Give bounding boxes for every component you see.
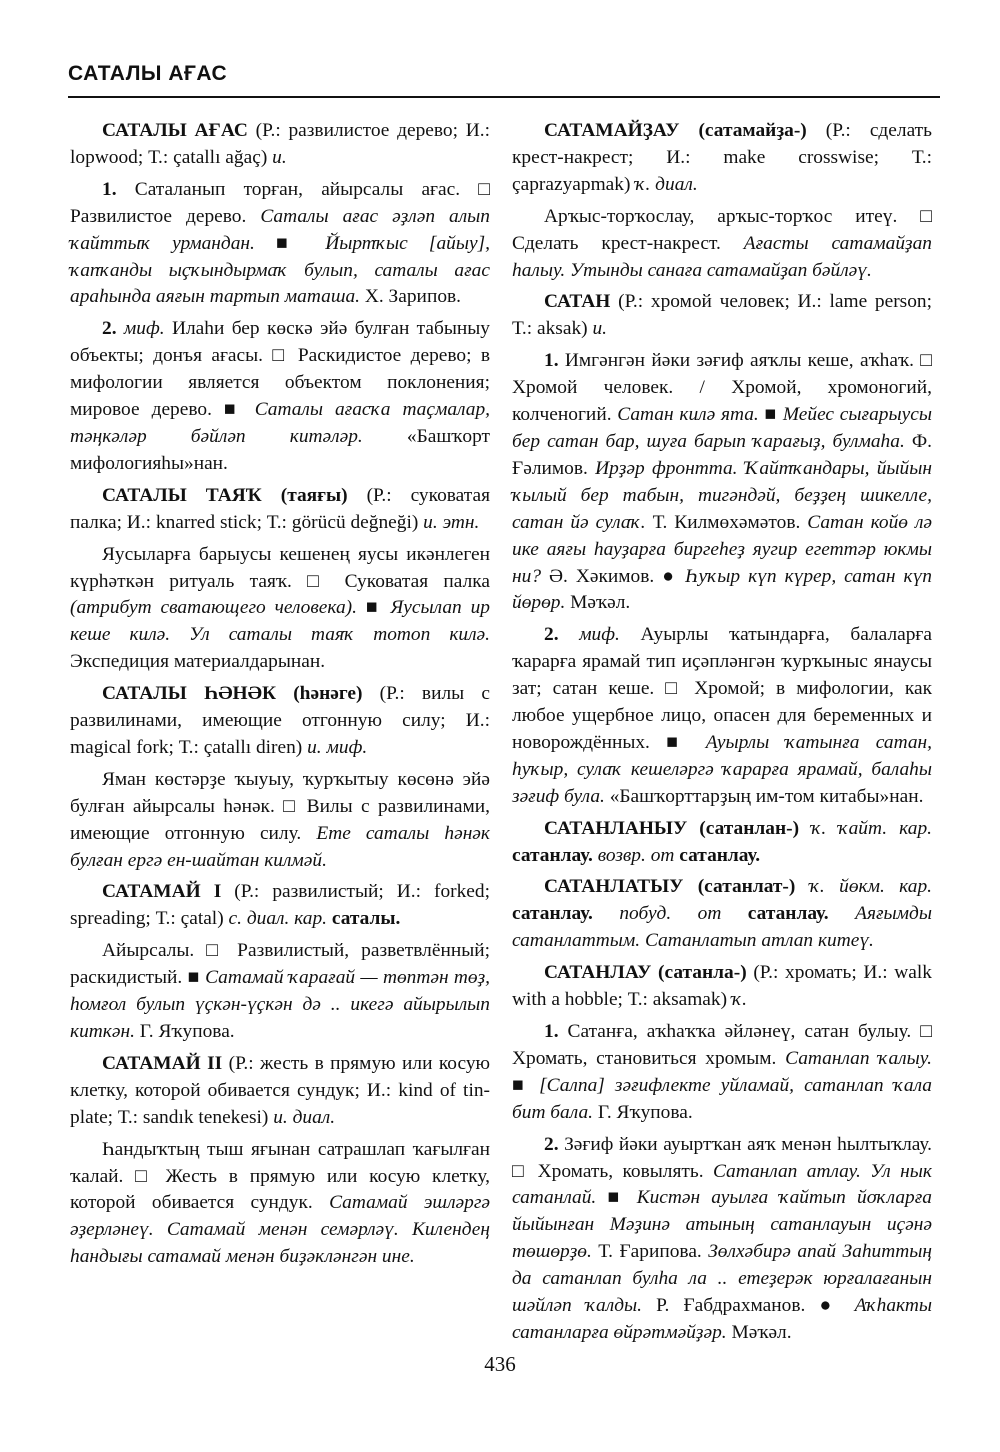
body-text: ■ bbox=[254, 232, 326, 254]
body-text bbox=[593, 903, 619, 924]
dictionary-paragraph bbox=[512, 204, 932, 285]
italic-text: Яусылап ир кеше килә. Ул саталы таяҡ тотоп килә. bbox=[70, 597, 490, 646]
body-text: Яман көстәрҙе ҡыуыу, ҡурҡытыу көсөнә эйә булған айырсалы һәнәк. □ Вилы с развилинами, имеющие отгонную силу. bbox=[70, 768, 490, 844]
body-text: Саталанып торған, айырсалы ағас. □ Развилистое дерево. bbox=[70, 178, 490, 227]
italic-text: Сатан килә ята. bbox=[617, 404, 759, 426]
italic-text: ҡ. ҡайт. кар. bbox=[811, 817, 932, 839]
italic-text: Сатамай ҡарағай — төптән төҙ, һомғол булып үҫкән-үҫкән дә .. икегә айырылып киткән. bbox=[70, 967, 490, 1042]
dictionary-paragraph bbox=[70, 681, 490, 762]
body-text bbox=[829, 903, 855, 924]
running-header-title: САТАЛЫ АҒАС bbox=[68, 62, 228, 85]
dictionary-paragraph bbox=[70, 1137, 490, 1272]
body-text: Имгәнгән йәки зәғиф аяҡлы кеше, аҡһаҡ. □ Хромой человек. / Хромой, хромоногий, колченогий. bbox=[512, 350, 932, 426]
body-text: Р. Ғабдрахманов. ● bbox=[642, 1295, 855, 1317]
headword-text: САТАЛЫ ТАЯҠ (таяғы) bbox=[102, 484, 348, 506]
italic-text: возвр. от bbox=[597, 844, 675, 866]
dictionary-paragraph bbox=[512, 1019, 932, 1127]
headword-text: сатанлау. bbox=[512, 903, 593, 925]
body-text: (Р.: развилистое дерево; И.: lopwood; Т.: çatallı ağaç) bbox=[70, 120, 490, 168]
italic-text: и. миф. bbox=[307, 736, 368, 758]
body-text: Илаһи бер көскә эйә булған табыныу объекты; донъя ағасы. □ Раскидистое дерево; в мифологии является объектом поклонения; мировое дерево. ■ bbox=[70, 318, 490, 421]
body-text bbox=[559, 624, 580, 645]
body-text: Экспедиция материалдарынан. bbox=[70, 651, 326, 673]
dictionary-paragraph bbox=[70, 542, 490, 677]
body-text: ■ bbox=[758, 404, 783, 426]
headword-text: САТАНЛАТЫУ (сатанлат-) bbox=[544, 876, 796, 898]
headword-text: САТАМАЙ II bbox=[102, 1052, 223, 1074]
body-text: Т. Ғарипова. bbox=[591, 1241, 709, 1263]
headword-text: САТАН bbox=[544, 291, 611, 313]
dictionary-paragraph bbox=[512, 622, 932, 810]
italic-text: ҡ. йөкм. кар. bbox=[809, 876, 932, 898]
body-text: Мәҡәл. bbox=[726, 1321, 792, 1343]
italic-text: [Салпа] зәғифлекте уйламай, сатанлап ҡала бит бала. bbox=[512, 1074, 933, 1123]
dictionary-paragraph bbox=[70, 118, 490, 172]
italic-text: Сатамай эшләргә әҙерләнеү. Сатамай менән семәрләү. Килендең һандығы сатамай менән биҙәкләнгән ине. bbox=[70, 1192, 490, 1268]
italic-text: Сатанлап атлау. Ул нык сатанлай. bbox=[512, 1160, 932, 1209]
dictionary-paragraph bbox=[70, 177, 490, 312]
dictionary-paragraph bbox=[512, 118, 932, 199]
italic-text: миф. bbox=[123, 318, 165, 340]
italic-text: Сатан койө лә ике аяғы һауҙарға биргеһеҙ яугир егеттәр юкмы ни? bbox=[512, 511, 933, 587]
body-text: Зәғиф йәки ауыртҡан аяҡ менән һылтыҡлау. □ Хромать, ковылять. bbox=[512, 1133, 932, 1182]
body-text bbox=[799, 818, 811, 839]
body-text bbox=[795, 876, 809, 897]
italic-text: Саталы ағас әҙләп алып ҡайттыҡ урмандан. bbox=[70, 205, 491, 254]
right-column bbox=[512, 118, 932, 1352]
page-number: 436 bbox=[484, 1352, 516, 1376]
body-text: Ә. Хәкимов. ● bbox=[541, 565, 686, 587]
dictionary-paragraph bbox=[70, 1051, 490, 1132]
italic-text: и. bbox=[272, 146, 287, 168]
italic-text: Аҡһакты сатанларға өйрәтмәйҙәр. bbox=[512, 1295, 932, 1343]
header-rule bbox=[68, 96, 940, 98]
body-text: (Р.: вилы с развилинами, имеющие отгонную силу; И.: magical fork; Т.: çatallı diren) bbox=[70, 683, 490, 758]
body-text: Х. Зарипов. bbox=[360, 286, 462, 308]
italic-text: и. bbox=[592, 318, 607, 340]
italic-text: Һуҡыр күп күрер, сатан күп йөрөр. bbox=[512, 565, 932, 614]
headword-text: 2. bbox=[544, 624, 559, 646]
dictionary-paragraph bbox=[512, 960, 932, 1014]
headword-text: 1. bbox=[544, 350, 559, 372]
dictionary-paragraph bbox=[512, 289, 932, 343]
italic-text: Мейес сығарыусы бер сатан бар, шуға барып ҡарағыҙ, булмаһа. bbox=[512, 404, 932, 452]
body-text: Айырсалы. □ Развилистый, разветвлённый; раскидистый. ■ bbox=[70, 940, 490, 989]
body-text bbox=[117, 318, 124, 339]
body-text: «Башҡорт мифологияһы»нан. bbox=[70, 425, 490, 474]
headword-text: 2. bbox=[102, 318, 117, 340]
dictionary-paragraph bbox=[512, 1132, 932, 1347]
dictionary-paragraph bbox=[512, 816, 932, 870]
body-text: ■ bbox=[357, 597, 391, 619]
body-text: (Р.: хромать; И.: walk with a hobble; Т.: aksamak) bbox=[512, 962, 932, 1011]
headword-text: САТАМАЙ I bbox=[102, 881, 222, 903]
headword-text: сатанлау. bbox=[512, 844, 593, 866]
body-text: Ф. Ғәлимов. bbox=[512, 430, 933, 479]
body-text: Арҡыс-торҡослау, арҡыс-торҡос итеү. □ Сделать крест-накрест. bbox=[512, 205, 932, 254]
headword-text: САТАНЛАНЫУ (сатанлан-) bbox=[544, 817, 800, 839]
dictionary-paragraph bbox=[70, 879, 490, 933]
headword-text: САТАЛЫ АҒАС bbox=[102, 120, 248, 141]
body-text bbox=[721, 903, 747, 924]
italic-text: Аяғымды сатанлаттым. Сатанлатып атлап китеү. bbox=[512, 903, 932, 952]
italic-text: Ағасты сатамайҙап һалыу. Утынды санаға сатамайҙап бәйләү. bbox=[512, 232, 932, 281]
italic-text: с. диал. кар. bbox=[228, 908, 327, 930]
headword-text: сатанлау. bbox=[679, 844, 761, 866]
italic-text: Ете саталы һәнәк булған ергә ен-шайтан килмәй. bbox=[70, 822, 490, 871]
body-text: (Р.: сделать крест-накрест; И.: make crosswise; Т.: çaprazyapmak) bbox=[512, 120, 932, 195]
headword-text: САТАЛЫ ҺӘНӘК (һәнәге) bbox=[102, 683, 363, 705]
italic-text: миф. bbox=[579, 624, 620, 646]
headword-text: САТАМАЙҘАУ (сатамайҙа-) bbox=[544, 120, 807, 141]
body-text: ■ bbox=[512, 1074, 540, 1096]
body-text: (Р.: жесть в прямую или косую клетку, которой обивается сундук; И.: kind of tin-plate; Т.: sandık tenekesi) bbox=[70, 1052, 491, 1128]
body-text: Г. Яҡупова. bbox=[592, 1101, 693, 1123]
headword-text: 1. bbox=[544, 1021, 559, 1042]
body-text: Т. Килмөхәмәтов. bbox=[645, 511, 808, 533]
dictionary-paragraph bbox=[512, 348, 932, 617]
dictionary-paragraph bbox=[70, 938, 490, 1046]
italic-text: ҡ. bbox=[731, 989, 747, 1011]
body-text: Г. Яҡупова. bbox=[134, 1021, 235, 1042]
body-text: Яусыларға барыусы кешенең яусы икәнлеген күрһәткән ритуаль таяҡ. □ Суковатая палка bbox=[70, 543, 490, 592]
body-text: «Башҡорттарҙың им-том китабы»нан. bbox=[604, 785, 924, 807]
headword-text: 2. bbox=[544, 1133, 559, 1155]
left-column bbox=[70, 118, 490, 1276]
headword-text: сатанлау. bbox=[747, 903, 829, 925]
headword-text: 1. bbox=[102, 178, 117, 200]
dictionary-paragraph bbox=[70, 483, 490, 537]
italic-text: Зөлхәбирә апай Заһиттың да сатанлап булһа ла .. етеҙерәк юрғалағанын шәйләп ҡалды. bbox=[512, 1241, 933, 1317]
italic-text: Ауырлы ҡатынға сатан, һуҡыр, сулаҡ кешеләргә ҡарарға ярамай, балаһы зәғиф була. bbox=[512, 731, 932, 807]
body-text: (Р.: развилистый; И.: forked; spreading; Т.: çatal) bbox=[70, 881, 490, 930]
dictionary-paragraph bbox=[70, 767, 490, 875]
body-text: Сатанға, аҡһаҡҡа әйләнеү, сатан булыу. □ Хромать, становиться хромым. bbox=[512, 1021, 932, 1069]
dictionary-paragraph bbox=[70, 316, 490, 477]
body-text: Ауырлы ҡатындарға, балаларға ҡарарға ярамай тип иҫәпләнгән ҡурҡыныс янаусы зат; сатан кеше. □ Хромой; в мифологии, как любое ущербное лицо, опасен для беременных и новорождённых. ■ bbox=[512, 624, 932, 753]
italic-text: и. этн. bbox=[423, 511, 480, 533]
headword-text: саталы. bbox=[331, 908, 401, 930]
body-text: (Р.: хромой человек; И.: lame person; Т.: aksak) bbox=[512, 291, 932, 340]
italic-text: побуд. от bbox=[619, 903, 722, 925]
dictionary-paragraph bbox=[512, 874, 932, 955]
body-text: (Р.: суковатая палка; И.: knarred stick; Т.: görücü değneği) bbox=[70, 484, 491, 533]
italic-text: и. диал. bbox=[273, 1106, 336, 1128]
italic-text: Ирҙәр фронтта. Ҡайтҡандары, йыйын ҡылый бер табын, тигәндәй, беҙҙең шикелле, сатан йә сулаҡ. bbox=[512, 457, 933, 533]
italic-text: ҡ. диал. bbox=[635, 173, 698, 195]
italic-text: Сатанлап ҡалыу. bbox=[785, 1047, 932, 1069]
italic-text: Йыртҡыс [айыу], ҡапҡанды ыҫҡындырмаҡ булып, саталы ағас араһында аяғын тартып маташа. bbox=[70, 232, 490, 308]
italic-text: Кистән ауылға ҡайтып йоҡларға йыйынған Мәҙинә атының сатанлауын иҫәнә төшөрҙө. bbox=[512, 1187, 932, 1263]
body-text: Һандыҡтың тыш яғынан сатрашлап ҡағылған ҡалай. □ Жесть в прямую или косую клетку, которой обивается сундук. bbox=[70, 1138, 490, 1214]
body-text: Мәҡәл. bbox=[565, 592, 631, 614]
headword-text: САТАНЛАУ (сатанла-) bbox=[544, 962, 747, 984]
running-header bbox=[68, 62, 940, 86]
italic-text: (атрибут сватающего человека). bbox=[70, 597, 357, 619]
italic-text: Саталы ағасҡа таҫмалар, тәңкәләр бәйләп китәләр. bbox=[70, 399, 490, 447]
body-text: ■ bbox=[596, 1187, 637, 1209]
